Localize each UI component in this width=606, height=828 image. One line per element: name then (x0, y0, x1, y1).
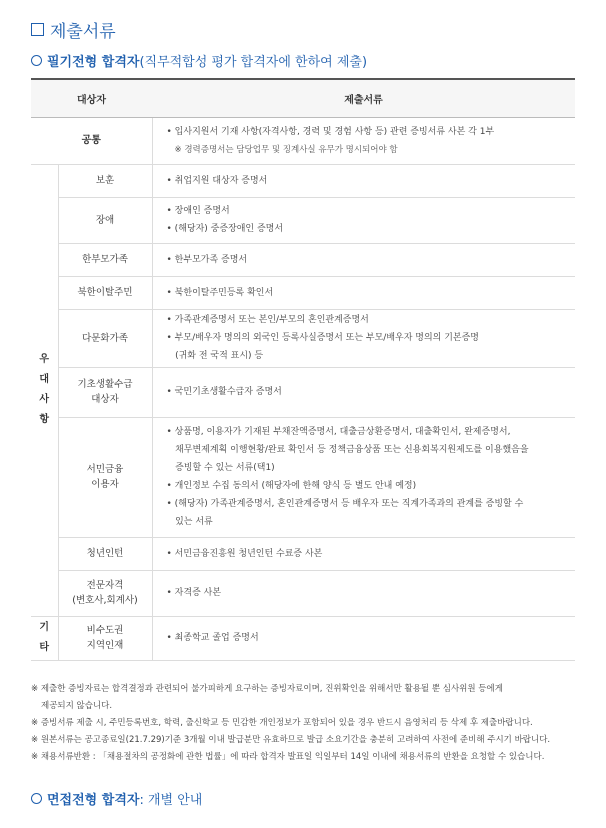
other-category-label: 기 타 (31, 616, 58, 660)
section-title-text: 제출서류 (50, 21, 116, 42)
table-row (31, 367, 575, 417)
row-target-name: 북한이탈주민 (58, 276, 152, 309)
document-item: • 북한이탈주민등록 확인서 (166, 287, 274, 298)
table-row (31, 570, 575, 616)
interview-label: 면접전형 합격자 (47, 792, 140, 808)
row-target-name: 전문자격 (변호사,회계사) (58, 570, 152, 616)
row-documents (152, 243, 575, 276)
row-documents (152, 276, 575, 309)
document-item: • 최종학교 졸업 증명서 (166, 633, 259, 643)
table-row (31, 164, 575, 197)
document-item: 있는 서류 (166, 517, 213, 527)
row-documents (152, 616, 575, 660)
document-item: • 가족관계증명서 또는 본인/부모의 혼인관계증명서 (166, 315, 369, 325)
written-exam-note: (직무적합성 평가 합격자에 한하여 제출) (139, 54, 368, 70)
document-item: • 국민기초생활수급자 증명서 (166, 387, 282, 397)
table-row (31, 197, 575, 243)
row-target-name: 한부모가족 (58, 243, 152, 276)
row-target-name: 서민금융 이용자 (58, 417, 152, 537)
table-row (31, 243, 575, 276)
documents-table (31, 78, 575, 661)
section-title (31, 17, 116, 41)
document-item: • 자격증 사본 (166, 588, 222, 598)
footnotes (31, 681, 583, 766)
footnote: ※ 제출한 증빙자료는 합격결정과 관련되어 불가피하게 요구하는 증빙자료이며, 진위확인을 위해서만 활용될 뿐 심사위원 등에게 (31, 684, 503, 694)
document-item: • 한부모가족 증명서 (166, 254, 248, 265)
row-documents (152, 197, 575, 243)
row-target-name: 장애 (58, 197, 152, 243)
row-documents (152, 309, 575, 367)
table-row (31, 616, 575, 660)
interview-note: : 개별 안내 (139, 792, 203, 808)
table-header-row (31, 79, 575, 117)
interview-heading (31, 787, 202, 809)
document-item: (귀화 전 국적 표시) 등 (166, 351, 264, 361)
row-target-name: 기초생활수급 대상자 (58, 367, 152, 417)
document-item: • 장애인 증명서 (166, 206, 230, 216)
footnote: ※ 증빙서류 제출 시, 주민등록번호, 학력, 출신학교 등 민감한 개인정보가 포함되어 있을 경우 반드시 음영처리 등 삭제 후 제출바랍니다. (31, 718, 533, 728)
table-row (31, 276, 575, 309)
document-item: 채무변제계획 이행현황/완료 확인서 등 정책금융상품 또는 신용회복지원제도를 이용했음을 (166, 445, 529, 455)
circle-icon (31, 55, 42, 66)
circle-icon (31, 793, 42, 804)
table-row (31, 417, 575, 537)
document-item: • 부모/배우자 명의의 외국인 등록사실증명서 또는 부모/배우자 명의의 기본증명 (166, 333, 479, 343)
footnote: ※ 원본서류는 공고종료일(21.7.29)기준 3개월 이내 발급분만 유효하므로 발급 소요기간을 충분히 고려하여 사전에 준비해 주시기 바랍니다. (31, 735, 551, 745)
document-item: • 상품명, 이용자가 기재된 부채잔액증명서, 대출금상환증명서, 대출확인서, 완제증명서, (166, 427, 511, 437)
written-exam-heading (31, 49, 367, 71)
table-row (31, 537, 575, 570)
common-doc: • 입사지원서 기재 사항(자격사항, 경력 및 경험 사항 등) 관련 증빙서류 사본 각 1부 (166, 126, 495, 137)
document-item: • (해당자) 가족관계증명서, 혼인관계증명서 등 배우자 또는 직계가족과의 관계를 증빙할 수 (166, 499, 524, 509)
row-documents (152, 570, 575, 616)
row-target-name: 청년인턴 (58, 537, 152, 570)
document-item: • (해당자) 중증장애인 증명서 (166, 224, 284, 234)
footnote: ※ 채용서류반환 : 「채용절차의 공정화에 관한 법률」에 따라 합격자 발표일 익일부터 14일 이내에 채용서류의 반환을 요청할 수 있습니다. (31, 752, 545, 762)
header-documents: 제출서류 (152, 79, 575, 117)
document-item: • 개인정보 수집 동의서 (해당자에 한해 양식 등 별도 안내 예정) (166, 481, 417, 491)
header-target: 대상자 (31, 79, 152, 117)
row-documents (152, 537, 575, 570)
square-icon (31, 23, 44, 36)
written-exam-label: 필기전형 합격자 (47, 54, 140, 70)
document-item: • 서민금융진흥원 청년인턴 수료증 사본 (166, 548, 323, 559)
row-documents (152, 367, 575, 417)
document-item: • 취업지원 대상자 증명서 (166, 175, 268, 186)
row-documents (152, 417, 575, 537)
row-target-name: 보훈 (58, 164, 152, 197)
common-label: 공통 (31, 117, 152, 164)
footnote: 제공되지 않습니다. (41, 701, 113, 711)
table-row (31, 309, 575, 367)
row-documents (152, 164, 575, 197)
common-docs (152, 117, 575, 164)
row-target-name: 다문화가족 (58, 309, 152, 367)
table-row-common (31, 117, 575, 164)
common-note: ※ 경력증명서는 담당업무 및 징계사실 유무가 명시되어야 함 (174, 144, 398, 155)
row-target-name: 비수도권 지역인재 (58, 616, 152, 660)
table-body (31, 117, 575, 660)
document-item: 증빙할 수 있는 서류(택1) (166, 463, 275, 473)
preferential-category-label: 우 대 사 항 (31, 164, 58, 616)
